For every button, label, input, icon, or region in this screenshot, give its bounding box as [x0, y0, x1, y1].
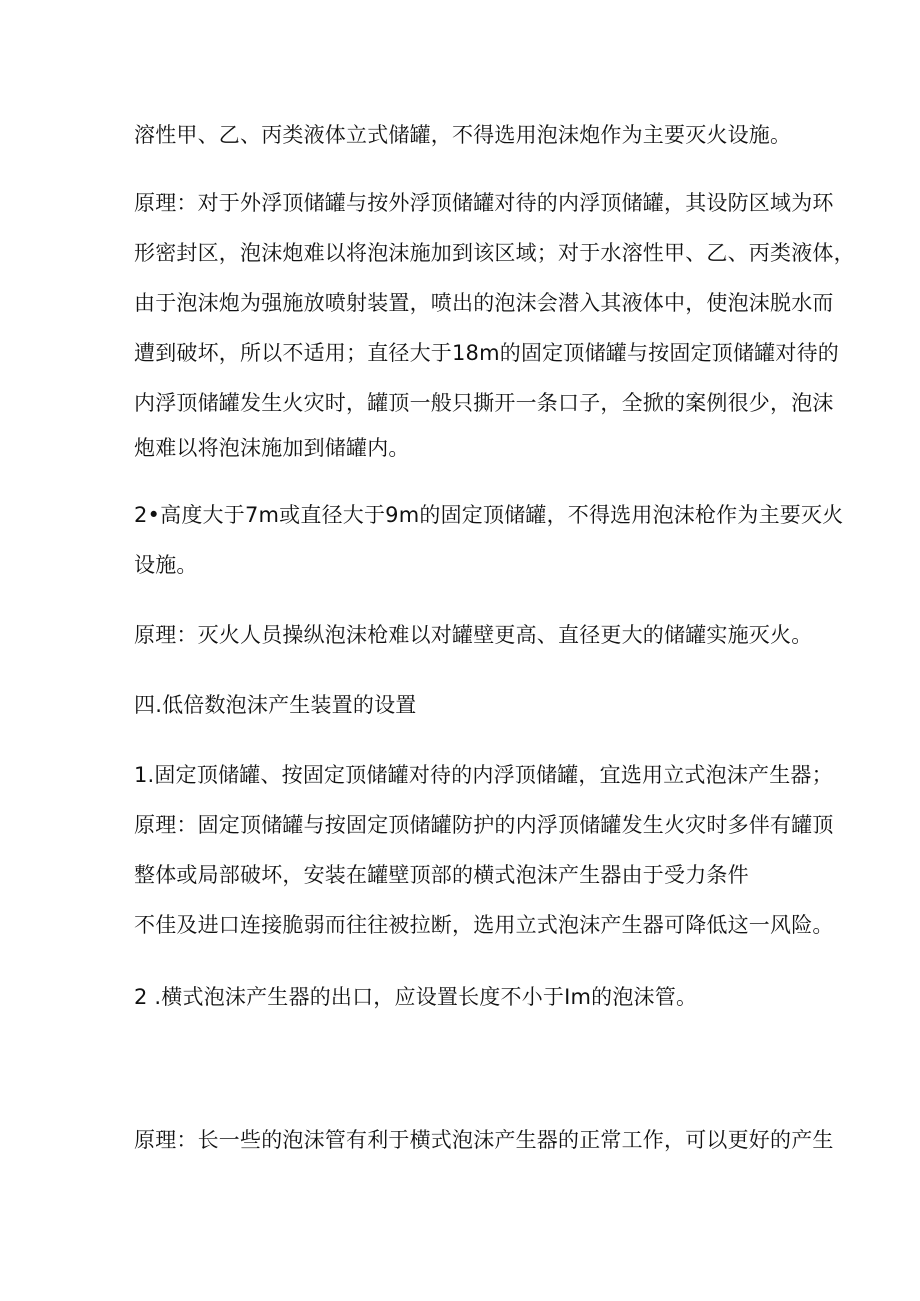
paragraph-line: 整体或局部破坏，安装在罐壁顶部的横式泡沫产生器由于受力条件: [134, 863, 749, 887]
paragraph-line: 不佳及进口连接脆弱而往往被拉断，选用立式泡沫产生器可降低这一风险。: [134, 913, 834, 937]
paragraph-line: 原理：对于外浮顶储罐与按外浮顶储罐对待的内浮顶储罐，其设防区域为环: [134, 191, 834, 215]
paragraph-line: 设施。: [134, 553, 198, 577]
paragraph-line: 内浮顶储罐发生火灾时，罐顶一般只撕开一条口子，全掀的案例很少，泡沫: [134, 391, 834, 415]
paragraph-line: 溶性甲、乙、丙类液体立式储罐，不得选用泡沫炮作为主要灭火设施。: [134, 123, 792, 147]
paragraph-line: 由于泡沫炮为强施放喷射装置，喷出的泡沫会潜入其液体中，使泡沫脱水而: [134, 291, 834, 315]
paragraph-line: 炮难以将泡沫施加到储罐内。: [134, 436, 410, 460]
paragraph-line: 原理：长一些的泡沫管有利于横式泡沫产生器的正常工作，可以更好的产生: [134, 1128, 834, 1152]
section-heading: 四.低倍数泡沫产生装置的设置: [134, 693, 417, 717]
paragraph-line: 遭到破坏，所以不适用；直径大于18m的固定顶储罐与按固定顶储罐对待的: [134, 341, 839, 365]
paragraph-line: 2 .横式泡沫产生器的出口，应设置长度不小于Im的泡沫管。: [134, 985, 698, 1009]
paragraph-line: 原理：固定顶储罐与按固定顶储罐防护的内浮顶储罐发生火灾时多伴有罐顶: [134, 813, 834, 837]
paragraph-line: 2•高度大于7m或直径大于9m的固定顶储罐，不得选用泡沫枪作为主要灭火: [134, 503, 844, 527]
paragraph-line: 原理：灭火人员操纵泡沫枪难以对罐壁更高、直径更大的储罐实施灭火。: [134, 623, 813, 647]
paragraph-line: 形密封区，泡沫炮难以将泡沫施加到该区域；对于水溶性甲、乙、丙类液体，: [134, 241, 855, 265]
paragraph-line: 1.固定顶储罐、按固定顶储罐对待的内浮顶储罐，宜选用立式泡沫产生器；: [134, 763, 833, 787]
